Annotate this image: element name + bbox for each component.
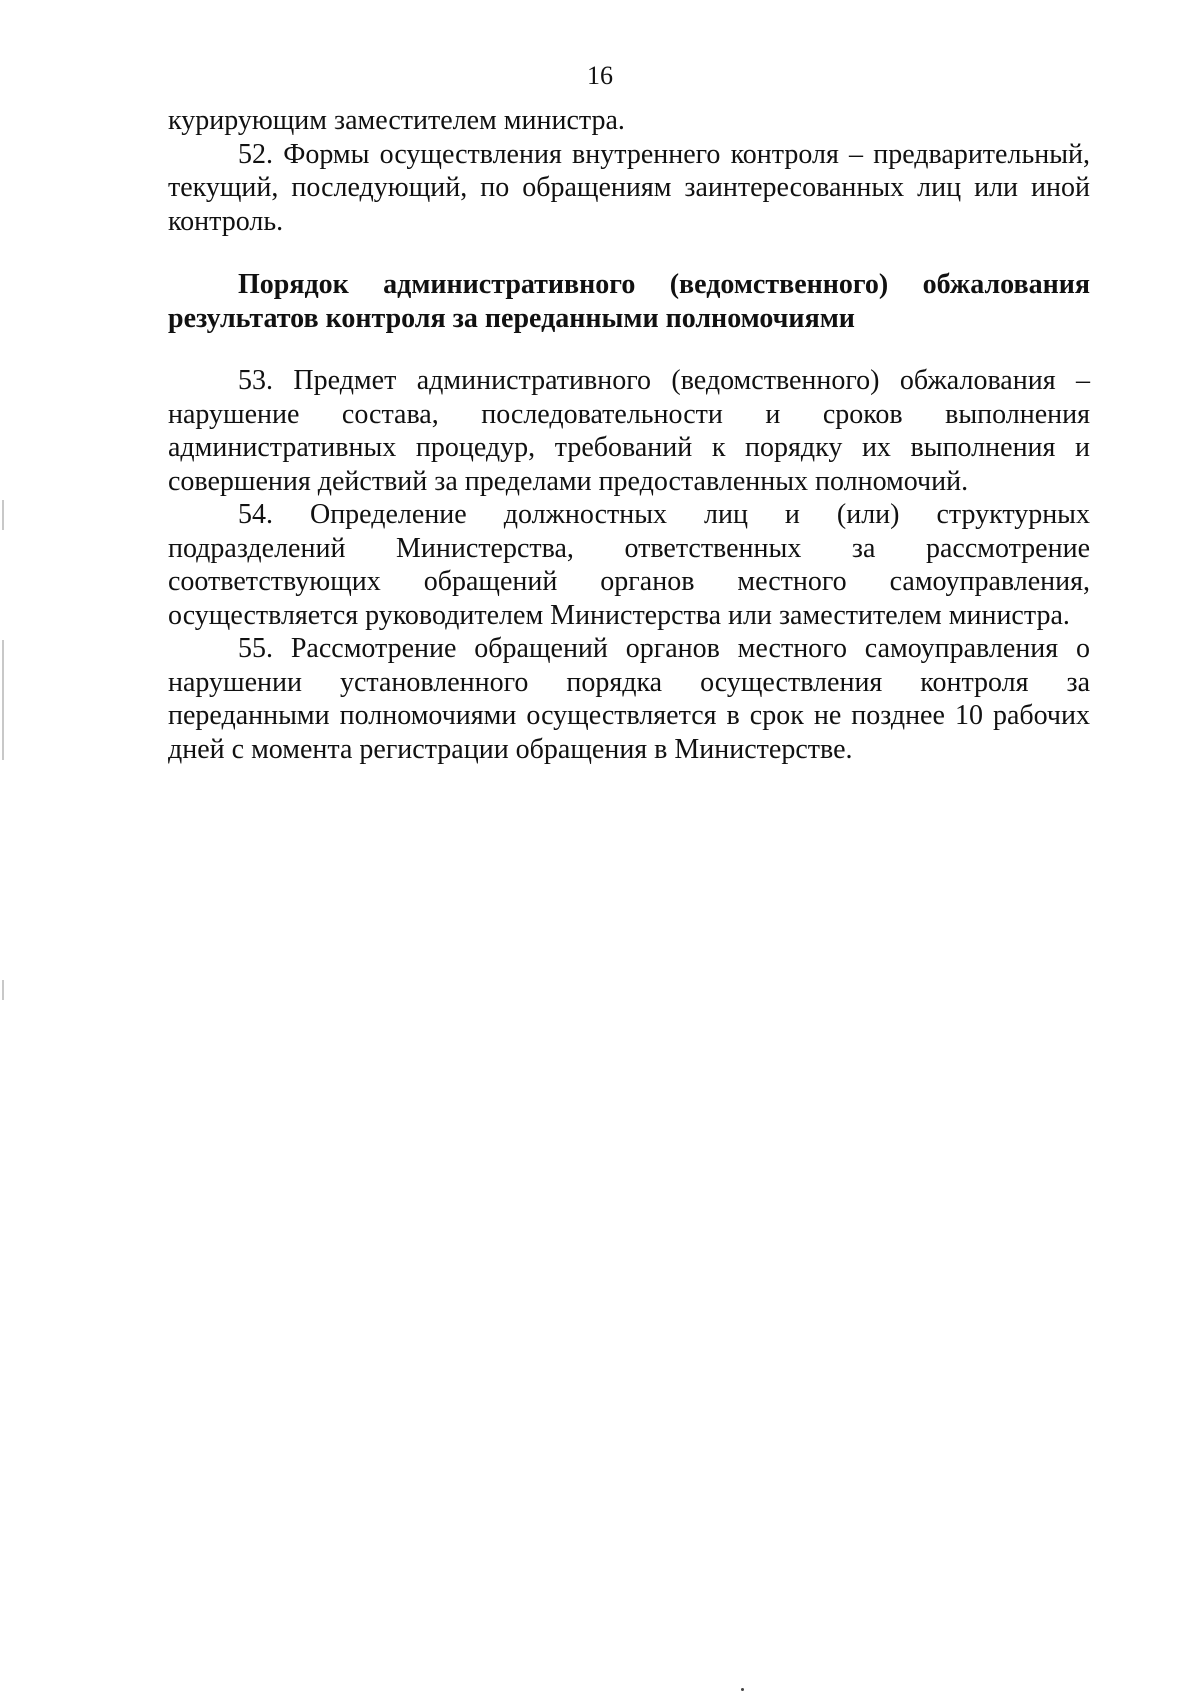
paragraph-55: 55. Рассмотрение обращений органов местного самоуправления о нарушении установленного порядка осуществления контроля за переданными полномочиями осуществляется в срок не позднее 10 рабочих дней с момента регистрации обращения в Министерстве. <box>168 633 1090 765</box>
document-body <box>168 104 1090 766</box>
page-number: 16 <box>587 61 613 90</box>
scan-dot <box>741 1688 744 1691</box>
section-heading: Порядок административного (ведомственного) обжалования результатов контроля за переданными полномочиями <box>168 269 1090 334</box>
scan-artifact <box>2 500 4 530</box>
paragraph-53: 53. Предмет административного (ведомственного) обжалования – нарушение состава, последовательности и сроков выполнения административных процедур, требований к порядку их выполнения и совершения действий за пределами предоставленных полномочий. <box>168 365 1090 497</box>
scan-artifact <box>2 640 4 760</box>
paragraph-continuation: курирующим заместителем министра. <box>168 105 625 136</box>
paragraph-52: 52. Формы осуществления внутреннего контроля – предварительный, текущий, последующий, по обращениям заинтересованных лиц или иной контроль. <box>168 138 1090 237</box>
paragraph-54: 54. Определение должностных лиц и (или) структурных подразделений Министерства, ответственных за рассмотрение соответствующих обращений органов местного самоуправления, осуществляется руководителем Министерства или заместителем министра. <box>168 499 1090 631</box>
scan-artifact <box>2 980 4 1000</box>
